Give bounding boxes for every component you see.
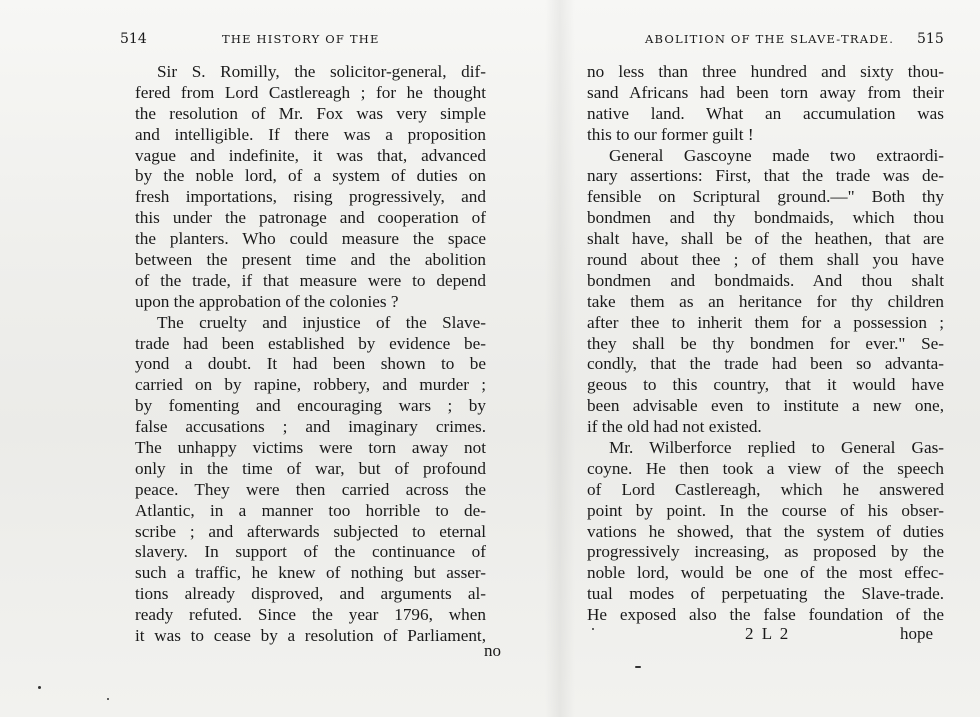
text-line: He exposed also the false foundation of the xyxy=(587,605,944,625)
text-line: after thee to inherit them for a possession ; xyxy=(587,312,944,332)
text-line: coyne. He then took a view of the speech xyxy=(587,458,944,478)
text-line: only in the time of war, but of profound xyxy=(135,458,486,478)
text-line: vations he showed, that the system of duties xyxy=(587,521,944,541)
text-line: nary assertions: First, that the trade was de- xyxy=(587,166,944,186)
text-line: peace. They were then carried across the xyxy=(135,479,486,499)
text-line: such a traffic, he knew of nothing but asser- xyxy=(135,563,486,583)
text-line: noble lord, would be one of the most effec- xyxy=(587,563,944,583)
signature-mark: 2 L 2 xyxy=(745,624,791,643)
text-line: the planters. Who could measure the space xyxy=(135,229,486,249)
text-line: scribe ; and afterwards subjected to eternal xyxy=(135,521,486,541)
text-line: take them as an heritance for thy children xyxy=(587,291,944,311)
text-line: The unhappy victims were torn away not xyxy=(135,438,486,458)
left-running-head: THE HISTORY OF THE xyxy=(222,32,380,46)
text-line: been advisable even to institute a new one, xyxy=(587,396,944,416)
text-line: trade had been established by evidence be- xyxy=(135,333,486,353)
text-line: fresh importations, rising progressively, and xyxy=(135,187,486,207)
text-line: shalt have, shall be of the heathen, that are xyxy=(587,229,944,249)
text-line: ready refuted. Since the year 1796, when xyxy=(135,605,486,625)
text-line: the resolution of Mr. Fox was very simple xyxy=(135,103,486,123)
text-line: condly, that the trade had been so advanta- xyxy=(587,354,944,374)
text-line: Mr. Wilberforce replied to General Gas- xyxy=(609,438,944,458)
scan-speck xyxy=(635,666,641,668)
scan-speck xyxy=(107,698,109,700)
text-line: General Gascoyne made two extraordi- xyxy=(609,145,944,165)
text-line: by the noble lord, of a system of duties on xyxy=(135,166,486,186)
text-line: between the present time and the abolition xyxy=(135,250,486,270)
text-line: tions already disproved, and arguments al- xyxy=(135,584,486,604)
text-line: fered from Lord Castlereagh ; for he thought xyxy=(135,82,486,102)
text-line: and intelligible. If there was a proposition xyxy=(135,124,486,144)
book-gutter xyxy=(545,0,575,717)
text-line: of Lord Castlereagh, which he answered xyxy=(587,479,944,499)
text-line: if the old had not existed. xyxy=(587,417,762,437)
text-line: vague and indefinite, it was that, advanced xyxy=(135,145,486,165)
text-line: point by point. In the course of his obser- xyxy=(587,500,944,520)
text-line: yond a doubt. It had been shown to be xyxy=(135,354,486,374)
text-line: The cruelty and injustice of the Slave- xyxy=(157,312,486,332)
text-line: by fomenting and encouraging wars ; by xyxy=(135,396,486,416)
left-catchword: no xyxy=(484,641,501,660)
text-line: this to our former guilt ! xyxy=(587,124,754,144)
text-line: native land. What an accumulation was xyxy=(587,103,944,123)
text-line: they shall be thy bondmen for ever." Se- xyxy=(587,333,944,353)
right-page-number: 515 xyxy=(917,31,944,47)
left-text-column xyxy=(135,62,486,647)
text-line: this under the patronage and cooperation of xyxy=(135,208,486,228)
text-line: Sir S. Romilly, the solicitor-general, dif- xyxy=(157,62,486,81)
text-line: it was to cease by a resolution of Parliament, xyxy=(135,626,486,646)
scan-speck xyxy=(592,628,594,630)
text-line: of the trade, if that measure were to depend xyxy=(135,270,486,290)
text-line: tual modes of perpetuating the Slave-trade. xyxy=(587,584,944,604)
right-text-column xyxy=(587,62,944,626)
text-line: false accusations ; and imaginary crimes. xyxy=(135,417,486,437)
text-line: fensible on Scriptural ground.—" Both thy xyxy=(587,187,944,207)
text-line: Atlantic, in a manner too horrible to de- xyxy=(135,500,486,520)
right-catchword: hope xyxy=(900,624,934,643)
text-line: progressively increasing, as proposed by the xyxy=(587,542,944,562)
text-line: slavery. In support of the continuance of xyxy=(135,542,486,562)
left-page-number: 514 xyxy=(120,31,147,47)
text-line: bondmen and bondmaids. And thou shalt xyxy=(587,270,944,290)
right-running-head: ABOLITION OF THE SLAVE-TRADE. xyxy=(645,32,895,46)
text-line: upon the approbation of the colonies ? xyxy=(135,291,399,311)
text-line: geous to this country, that it would have xyxy=(587,375,944,395)
text-line: no less than three hundred and sixty thou- xyxy=(587,62,944,81)
text-line: carried on by rapine, robbery, and murder ; xyxy=(135,375,486,395)
scan-speck xyxy=(38,686,41,689)
text-line: round about thee ; of them shall you have xyxy=(587,250,944,270)
text-line: bondmen and thy bondmaids, which thou xyxy=(587,208,944,228)
text-line: sand Africans had been torn away from their xyxy=(587,82,944,102)
